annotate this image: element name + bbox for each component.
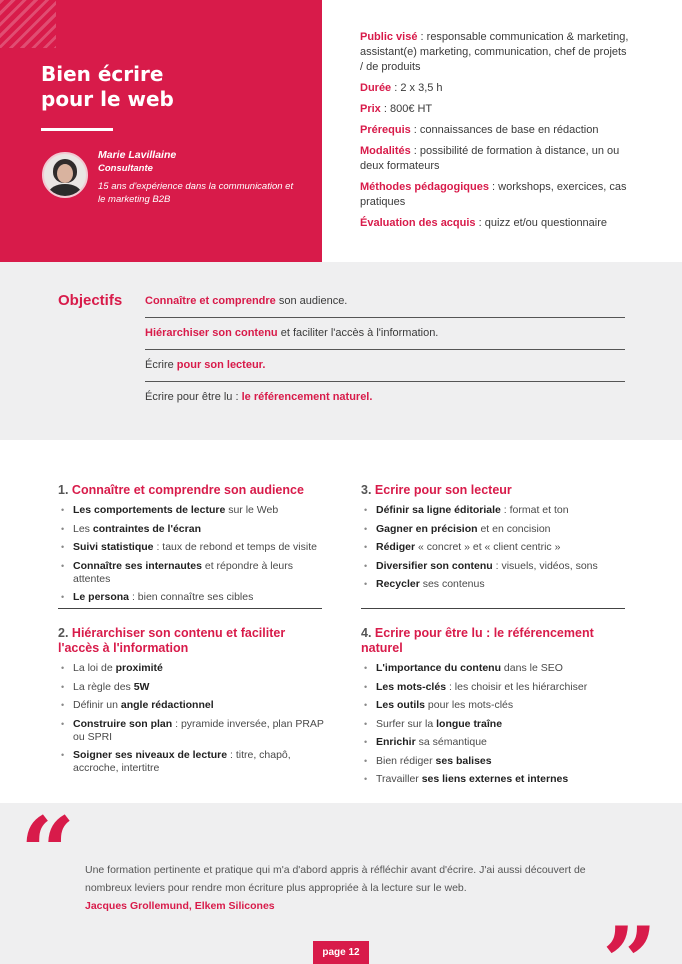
testimonial-band (0, 796, 682, 964)
list-item: • L'importance du contenu dans le SEO (361, 662, 631, 675)
list-item: • Enrichir sa sémantique (361, 736, 631, 749)
list-item: • Diversifier son contenu : visuels, vidéos, sons (361, 560, 631, 573)
objective-divider (145, 349, 625, 350)
info-item: Prérequis : connaissances de base en rédaction (360, 124, 599, 136)
close-quote-icon: ” (602, 906, 658, 964)
section-title: 3. Ecrire pour son lecteur (361, 483, 512, 497)
info-item: Durée : 2 x 3,5 h (360, 82, 443, 94)
course-title: Bien écrire pour le web (41, 62, 174, 111)
trainer-name: Marie Lavillaine (98, 149, 177, 161)
page-number-badge: page 12 (313, 941, 369, 964)
section-title: 1. Connaître et comprendre son audience (58, 483, 304, 497)
list-item: • Travailler ses liens externes et internes (361, 773, 631, 786)
section-list (361, 504, 631, 591)
info-item: Méthodes pédagogiques : workshops, exercices, cas pratiques (360, 181, 627, 208)
section-list (58, 662, 328, 775)
section-list (58, 504, 328, 604)
list-item: • Les contraintes de l'écran (58, 523, 328, 536)
list-item: • Gagner en précision et en concision (361, 523, 631, 536)
title-underline (41, 128, 113, 131)
program-section-1 (58, 483, 328, 610)
objectives-band (0, 262, 682, 440)
section-title: 2. Hiérarchiser son contenu et faciliter l'accès à l'information (58, 626, 286, 655)
list-item: • La loi de proximité (58, 662, 328, 675)
objective-row: Connaître et comprendre son audience. (145, 295, 348, 307)
list-item: • Le persona : bien connaître ses cibles (58, 591, 328, 604)
list-item: • Définir sa ligne éditoriale : format et ton (361, 504, 631, 517)
trainer-experience: 15 ans d'expérience dans la communication et le marketing B2B (98, 181, 294, 205)
info-item: Évaluation des acquis : quizz et/ou questionnaire (360, 217, 608, 229)
trainer-avatar (42, 152, 88, 198)
list-item: • Définir un angle rédactionnel (58, 699, 328, 712)
list-item: • Rédiger « concret » et « client centric » (361, 541, 631, 554)
list-item: • Les outils pour les mots-clés (361, 699, 631, 712)
list-item: • Suivi statistique : taux de rebond et temps de visite (58, 541, 328, 554)
program-section-2 (58, 626, 328, 781)
list-item: • Surfer sur la longue traîne (361, 718, 631, 731)
decorative-stripes (0, 0, 56, 48)
trainer-role: Consultante (98, 163, 153, 174)
objective-row: Écrire pour son lecteur. (145, 359, 266, 371)
list-item: • Connaître ses internautes et répondre à leurs attentes (58, 560, 328, 586)
objective-divider (145, 381, 625, 382)
objective-row: Hiérarchiser son contenu et faciliter l'accès à l'information. (145, 327, 439, 339)
list-item: • Recycler ses contenus (361, 578, 631, 591)
objective-row: Écrire pour être lu : le référencement naturel. (145, 391, 373, 403)
list-item: • Les mots-clés : les choisir et les hiérarchiser (361, 681, 631, 694)
objective-divider (145, 317, 625, 318)
list-item: • Soigner ses niveaux de lecture : titre, chapô, accroche, intertitre (58, 749, 328, 775)
program-section-3 (361, 483, 631, 597)
list-item: • Les comportements de lecture sur le Web (58, 504, 328, 517)
section-list (361, 662, 631, 786)
section-divider (361, 608, 625, 609)
info-item: Prix : 800€ HT (360, 103, 433, 115)
list-item: • La règle des 5W (58, 681, 328, 694)
course-header-panel (0, 0, 322, 262)
section-divider (58, 608, 322, 609)
course-info-list (360, 30, 630, 237)
program-section-4 (361, 626, 631, 792)
testimonial-text: Une formation pertinente et pratique qui m'a d'abord appris à réfléchir avant d'écrire. J'ai aussi découvert de nombreux leviers pour rendre mon écriture plus appropriée à la lecture sur le web. (85, 864, 586, 894)
info-item: Modalités : possibilité de formation à distance, un ou deux formateurs (360, 145, 620, 172)
objectives-heading: Objectifs (58, 292, 123, 309)
list-item: • Bien rédiger ses balises (361, 755, 631, 768)
open-quote-icon: “ (20, 796, 76, 909)
list-item: • Construire son plan : pyramide inversée, plan PRAP ou SPRI (58, 718, 328, 744)
testimonial-author: Jacques Grollemund, Elkem Silicones (85, 900, 275, 912)
info-item: Public visé : responsable communication & marketing, assistant(e) marketing, communication, chef de projets / de produits (360, 31, 629, 73)
section-title: 4. Ecrire pour être lu : le référencement naturel (361, 626, 594, 655)
